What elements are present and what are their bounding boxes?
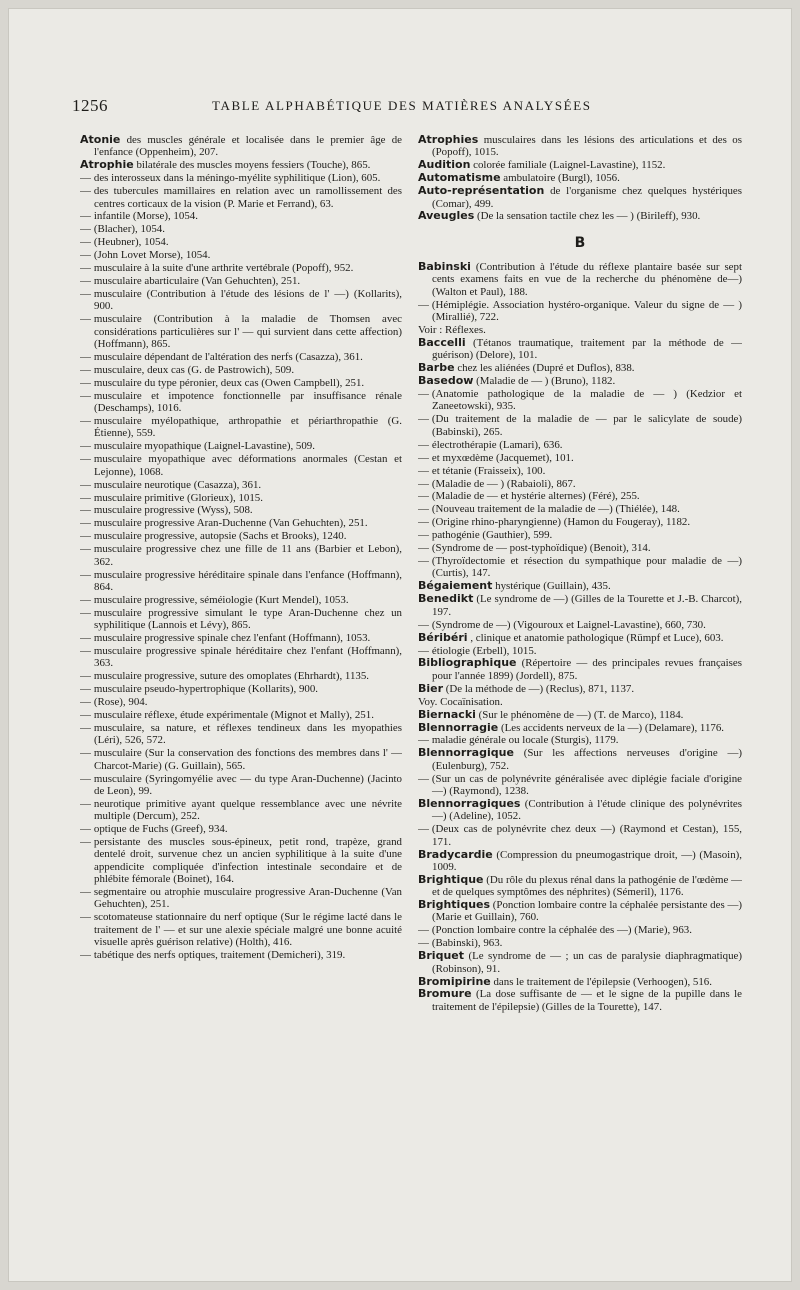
entry-text: (Répertoire — des principales revues françaises pour l'année 1899) (Jordell), 875. <box>432 657 742 682</box>
index-entry <box>80 364 402 376</box>
subentry-dash: — <box>80 722 91 734</box>
entry-headword: Babinski <box>418 260 471 274</box>
subentry-dash: — <box>80 606 91 619</box>
index-entry <box>418 439 742 451</box>
entry-text: musculaire progressive héréditaire spinale dans l'enfance (Hoffmann), 864. <box>93 568 402 593</box>
index-entry <box>80 492 402 504</box>
index-entry <box>80 210 402 222</box>
entry-text: (Sur un cas de polynévrite généralisée avec diplégie faciale d'origine —) (Raymond), 1238. <box>431 772 742 798</box>
entry-text: (Les accidents nerveux de la —) (Delamare), 1176. <box>500 721 725 734</box>
index-entry <box>418 490 742 502</box>
entry-text: scotomateuse stationnaire du nerf optique (Sur le régime lacté dans le traitement de l' — et sur une alexie spéciale malgré une bonne acuité visuelle après guérison relative) (Holth), 416. <box>93 911 402 948</box>
entry-text: musculaire progressive, séméiologie (Kurt Mendel), 1053. <box>93 593 349 606</box>
book-page <box>8 8 792 1282</box>
entry-text: persistante des muscles sous-épineux, petit rond, trapèze, grand dentelé droit, survenue chez un ancien syphilitique à la suite d'une appendicite compliquée d'infection intestinale secondaire et de phlébite fémorale (Boinet), 164. <box>93 836 402 886</box>
entry-text: (Syndrome de —) (Vigouroux et Laignel-Lavastine), 660, 730. <box>431 618 706 631</box>
index-entry <box>80 390 402 415</box>
index-entry <box>80 288 402 313</box>
subentry-dash: — <box>418 555 429 568</box>
subentry-dash: — <box>418 924 429 937</box>
index-entry <box>418 261 742 298</box>
entry-text: musculaire progressive spinale héréditaire chez l'enfant (Hoffmann), 363. <box>93 644 402 670</box>
index-entry <box>80 275 402 287</box>
subentry-dash: — <box>418 644 429 657</box>
subentry-dash: — <box>80 823 91 836</box>
index-column-left <box>80 134 402 1244</box>
entry-text: (Maladie de — et hystérie alternes) (Féré), 255. <box>431 490 640 503</box>
entry-text: (Babinski), 963. <box>431 937 503 950</box>
entry-headword: Blennorragique <box>418 746 514 760</box>
index-entry <box>80 262 402 274</box>
entry-text: (Heubner), 1054. <box>93 236 169 249</box>
cross-reference: Voir : Réflexes. <box>418 324 486 337</box>
entry-text: maladie générale ou locale (Sturgis), 1179. <box>431 734 619 747</box>
subentry-dash: — <box>418 618 429 631</box>
entry-headword: Bier <box>418 681 444 695</box>
index-entry <box>80 313 402 350</box>
subentry-dash: — <box>80 262 91 275</box>
entry-text: (Compression du pneumogastrique droit, —) (Masoin), 1009. <box>432 848 742 873</box>
index-entry <box>418 619 742 631</box>
index-entry <box>80 911 402 948</box>
index-entry <box>80 249 402 261</box>
entry-text: des interosseux dans la méningo-myélite syphilitique (Lion), 605. <box>93 172 381 185</box>
subentry-dash: — <box>80 288 91 301</box>
entry-text: et myxœdème (Jacquemet), 101. <box>431 451 574 464</box>
entry-headword: Briquet <box>418 949 465 963</box>
entry-text: musculaire pseudo-hypertrophique (Kollarits), 900. <box>93 683 318 696</box>
entry-text: musculaire, sa nature, et réflexes tendineux dans les myopathies (Léri), 526, 572. <box>93 722 402 747</box>
subentry-dash: — <box>418 937 429 950</box>
index-entry <box>418 159 742 171</box>
index-entry <box>80 683 402 695</box>
index-entry <box>80 543 402 568</box>
index-entry <box>80 747 402 772</box>
entry-text: (Le syndrome de — ; un cas de paralysie diaphragmatique) (Robinson), 91. <box>432 950 742 975</box>
index-entry <box>80 607 402 632</box>
entry-text: musculaire (Sur la conservation des fonctions des membres dans l' — Charcot-Marie) (G. Guillain), 565. <box>93 747 402 772</box>
page-number: 1256 <box>72 96 108 115</box>
entry-text: infantile (Morse), 1054. <box>93 210 198 223</box>
subentry-dash: — <box>80 453 91 466</box>
index-entry <box>80 453 402 478</box>
index-entry <box>418 874 742 899</box>
index-entry <box>80 836 402 885</box>
section-letter-heading: B <box>574 234 586 251</box>
subentry-dash: — <box>80 911 91 924</box>
entry-headword: Benedikt <box>418 592 474 606</box>
index-entry <box>418 593 742 618</box>
index-entry <box>418 632 742 644</box>
subentry-dash: — <box>80 836 91 849</box>
subentry-dash: — <box>80 709 91 722</box>
entry-text: (Nouveau traitement de la maladie de —) (Thiélée), 148. <box>431 503 680 516</box>
entry-text: musculaire progressive, autopsie (Sachs et Brooks), 1240. <box>93 530 347 543</box>
subentry-dash: — <box>418 734 429 747</box>
subentry-dash: — <box>80 363 91 376</box>
index-entry <box>418 134 742 159</box>
index-entry <box>80 632 402 644</box>
subentry-dash: — <box>80 491 91 504</box>
index-entry <box>418 734 742 746</box>
entry-headword: Bégaiement <box>418 579 493 593</box>
entry-text: pathogénie (Gauthier), 599. <box>431 529 553 542</box>
entry-text: (Thyroïdectomie et résection du sympathique pour maladie de —) (Curtis), 147. <box>431 555 742 580</box>
index-entry <box>418 185 742 210</box>
subentry-dash: — <box>80 249 91 262</box>
entry-text: de l'organisme chez quelques hystériques (Comar), 499. <box>432 185 742 210</box>
index-entry <box>418 478 742 490</box>
entry-text: musculaire du type péronier, deux cas (Owen Campbell), 251. <box>93 376 365 389</box>
entry-text: (Maladie de — ) (Rabaioli), 867. <box>431 477 576 490</box>
entry-text: segmentaire ou atrophie musculaire progressive Aran-Duchenne (Van Gehuchten), 251. <box>93 886 402 911</box>
index-entry <box>418 976 742 988</box>
entry-text: étiologie (Erbell), 1015. <box>431 644 537 657</box>
entry-text: (Syndrome de — post-typhoïdique) (Benoit), 314. <box>431 542 651 555</box>
subentry-dash: — <box>418 388 429 401</box>
entry-text: musculaire à la suite d'une arthrite vertébrale (Popoff), 952. <box>93 262 354 275</box>
entry-text: musculaire abarticulaire (Van Gehuchten), 251. <box>93 275 301 288</box>
index-entry <box>418 542 742 554</box>
index-entry <box>80 504 402 516</box>
index-entries-b <box>418 261 742 1013</box>
entry-headword: Biernacki <box>418 707 476 721</box>
subentry-dash: — <box>418 542 429 555</box>
entry-headword: Aveugles <box>418 209 475 223</box>
subentry-dash: — <box>80 478 91 491</box>
entry-text: (Le syndrome de —) (Gilles de la Tourette et J.-B. Charcot), 197. <box>432 593 742 618</box>
entry-headword: Blennorragie <box>418 720 499 734</box>
subentry-dash: — <box>80 415 91 428</box>
subentry-dash: — <box>80 223 91 236</box>
entry-text: colorée familiale (Laignel-Lavastine), 1152. <box>473 159 666 172</box>
subentry-dash: — <box>80 172 91 185</box>
entry-text: bilatérale des muscles moyens fessiers (Touche), 865. <box>136 159 371 172</box>
entry-text: chez les aliénées (Dupré et Duflos), 838. <box>457 362 635 375</box>
entry-text: musculaire réflexe, étude expérimentale (Mignot et Mally), 251. <box>93 709 374 722</box>
entry-headword: Barbe <box>418 361 455 375</box>
entry-headword: Basedow <box>418 374 474 388</box>
index-entry <box>418 172 742 184</box>
index-entries-a <box>418 134 742 223</box>
index-entry <box>80 377 402 389</box>
entry-text: (Du rôle du plexus rénal dans la pathogénie de l'œdème — et de quelques symptômes des néphrites) (Sémeril), 1176. <box>432 873 742 899</box>
index-entry <box>418 555 742 580</box>
entry-headword: Bromipirine <box>418 974 491 988</box>
entry-text: tabétique des nerfs optiques, traitement (Demicheri), 319. <box>93 948 346 961</box>
entry-text: (Tétanos traumatique, traitement par la méthode de — guérison) (Delore), 101. <box>432 336 742 362</box>
entry-text: (Deux cas de polynévrite chez deux —) (Raymond et Cestan), 155, 171. <box>431 823 742 848</box>
page-heading: TABLE ALPHABÉTIQUE DES MATIÈRES ANALYSÉES <box>212 98 592 113</box>
entry-headword: Atrophie <box>80 158 134 172</box>
subentry-dash: — <box>418 529 429 542</box>
entry-text: musculaire myopathique (Laignel-Lavastine), 509. <box>93 440 315 453</box>
subentry-dash: — <box>418 503 429 516</box>
index-entry <box>80 236 402 248</box>
index-entry <box>418 516 742 528</box>
subentry-dash: — <box>418 477 429 490</box>
entry-headword: Bradycardie <box>418 847 493 861</box>
index-entry <box>80 709 402 721</box>
index-entry <box>80 798 402 823</box>
subentry-dash: — <box>80 568 91 581</box>
index-entry <box>418 773 742 798</box>
entry-text: des tubercules mamillaires en relation avec un ramollissement des centres corticaux de la vision (P. Marie et Ferrand), 63. <box>93 185 402 210</box>
index-entry <box>80 479 402 491</box>
index-entry <box>80 530 402 542</box>
entry-text: (Anatomie pathologique de la maladie de — ) (Kedzior et Zaneetowski), 935. <box>431 388 742 413</box>
entry-text: musculaire et impotence fonctionnelle par insuffisance rénale (Deschamps), 1016. <box>93 389 402 415</box>
index-entry <box>418 452 742 464</box>
entry-text: électrothérapie (Lamari), 636. <box>431 438 563 451</box>
subentry-dash: — <box>80 683 91 696</box>
index-entry <box>418 747 742 772</box>
index-entry <box>418 899 742 924</box>
subentry-dash: — <box>418 413 429 426</box>
subentry-dash: — <box>80 948 91 961</box>
entry-headword: Brightiques <box>418 898 491 912</box>
subentry-dash: — <box>80 886 91 899</box>
index-entry <box>418 388 742 413</box>
entry-text: (Ponction lombaire contre la céphalée persistante des —) (Marie et Guillain), 760. <box>432 899 742 924</box>
entry-text: (Rose), 904. <box>93 696 148 709</box>
index-entry <box>418 465 742 477</box>
subentry-dash: — <box>80 797 91 810</box>
entry-text: musculaire progressive Aran-Duchenne (Van Gehuchten), 251. <box>93 517 368 530</box>
entry-text: (Sur les affections nerveuses d'origine —) (Eulenburg), 752. <box>432 747 742 772</box>
index-entry <box>418 924 742 936</box>
index-entry <box>80 415 402 440</box>
entry-text: des muscles générale et localisée dans le premier âge de l'enfance (Oppenheim), 207. <box>94 134 402 159</box>
index-entry <box>418 709 742 721</box>
entry-text: (De la méthode de —) (Reclus), 871, 1137. <box>445 682 635 695</box>
index-entry <box>80 185 402 210</box>
entry-headword: Atrophies <box>418 134 479 146</box>
entry-headword: Baccelli <box>418 335 466 349</box>
index-entry <box>418 823 742 848</box>
subentry-dash: — <box>80 504 91 517</box>
entry-text: (Sur le phénomène de —) (T. de Marco), 1184. <box>478 708 684 721</box>
entry-text: musculaire myopathique avec déformations anormales (Cestan et Lejonne), 1068. <box>93 453 402 478</box>
index-entry <box>418 375 742 387</box>
index-entry <box>80 696 402 708</box>
entry-text: (Hémiplégie. Association hystéro-organique. Valeur du signe de — ) (Mirallié), 722. <box>431 298 742 324</box>
subentry-dash: — <box>80 644 91 657</box>
entry-headword: Blennorragiques <box>418 796 521 810</box>
entry-text: musculaire progressive chez une fille de 11 ans (Barbier et Lebon), 362. <box>93 543 402 568</box>
subentry-dash: — <box>418 438 429 451</box>
subentry-dash: — <box>418 298 429 311</box>
subentry-dash: — <box>80 389 91 402</box>
entry-text: musculaire neurotique (Casazza), 361. <box>93 478 262 491</box>
index-entry <box>80 645 402 670</box>
entry-text: musculaire primitive (Glorieux), 1015. <box>93 491 263 504</box>
subentry-dash: — <box>80 210 91 223</box>
entry-headword: Automatisme <box>418 171 501 185</box>
entry-text: musculaire progressive simulant le type Aran-Duchenne chez un syphilitique (Lannois et Lévy), 865. <box>93 606 402 632</box>
entry-text: (Contribution à l'étude clinique des polynévrites —) (Adeline), 1052. <box>432 797 742 823</box>
index-entry <box>418 299 742 324</box>
subentry-dash: — <box>418 464 429 477</box>
index-entry <box>418 337 742 362</box>
subentry-dash: — <box>80 517 91 530</box>
entry-text: optique de Fuchs (Greef), 934. <box>93 823 228 836</box>
subentry-dash: — <box>80 530 91 543</box>
index-entry <box>418 683 742 695</box>
index-entry <box>418 529 742 541</box>
entry-text: (Du traitement de la maladie de — par le salicylate de soude) (Babinski), 265. <box>431 413 742 438</box>
subentry-dash: — <box>418 490 429 503</box>
index-entry <box>418 950 742 975</box>
index-entry <box>418 722 742 734</box>
index-entry <box>80 223 402 235</box>
index-entry <box>418 988 742 1013</box>
index-entry <box>80 823 402 835</box>
entry-text: (Contribution à l'étude du réflexe plantaire basée sur sept cents examens faits en vue de la recherche du phénomène de—) (Walton et Paul), 188. <box>432 261 742 298</box>
running-header <box>72 96 772 120</box>
index-entry <box>80 722 402 747</box>
index-entry <box>418 937 742 949</box>
subentry-dash: — <box>418 772 429 785</box>
subentry-dash: — <box>80 275 91 288</box>
index-entry <box>80 569 402 594</box>
index-entry <box>80 886 402 911</box>
index-entry <box>80 594 402 606</box>
subentry-dash: — <box>418 823 429 836</box>
index-entry <box>418 413 742 438</box>
entry-text: (De la sensation tactile chez les — ) (Birileff), 930. <box>476 210 701 223</box>
cross-reference: Voy. Cocaïnisation. <box>418 695 503 708</box>
subentry-dash: — <box>80 350 91 363</box>
index-entry <box>80 134 402 159</box>
subentry-dash: — <box>80 543 91 556</box>
entry-headword: Bibliographique <box>418 656 517 670</box>
entry-text: neurotique primitive ayant quelque ressemblance avec une névrite multiple (Dercum), 252. <box>93 797 402 823</box>
index-entry <box>80 773 402 798</box>
subentry-dash: — <box>80 236 91 249</box>
entry-text: (La dose suffisante de — et le signe de la pupille dans le traitement de l'épilepsie) (Gilles de la Tourette), 147. <box>432 988 742 1013</box>
entry-headword: Béribéri <box>418 630 468 644</box>
index-entry <box>418 503 742 515</box>
index-entry <box>80 949 402 961</box>
subentry-dash: — <box>80 670 91 683</box>
index-entry <box>80 440 402 452</box>
subentry-dash: — <box>418 516 429 529</box>
entry-headword: Bromure <box>418 987 472 1001</box>
index-entry <box>418 580 742 592</box>
subentry-dash: — <box>80 185 91 198</box>
index-column-right <box>418 134 742 1244</box>
entry-headword: Atonie <box>80 134 121 146</box>
index-entry <box>418 210 742 222</box>
entry-text: (John Lovet Morse), 1054. <box>93 249 211 262</box>
entry-text: (Ponction lombaire contre la céphalée des —) (Marie), 963. <box>431 924 692 937</box>
subentry-dash: — <box>80 376 91 389</box>
entry-text: musculaire (Syringomyélie avec — du type Aran-Duchenne) (Jacinto de Leon), 99. <box>93 772 402 797</box>
entry-text: dans le traitement de l'épilepsie (Verhoogen), 516. <box>493 975 712 988</box>
entry-text: musculaire dépendant de l'altération des nerfs (Casazza), 361. <box>93 350 363 363</box>
entry-text: (Blacher), 1054. <box>93 223 165 236</box>
entry-headword: Auto-représentation <box>418 184 545 198</box>
subentry-dash: — <box>80 593 91 606</box>
entry-text: musculaire, deux cas (G. de Pastrowich), 509. <box>93 363 295 376</box>
subentry-dash: — <box>80 313 91 326</box>
entry-text: (Origine rhino-pharyngienne) (Hamon du Fougeray), 1182. <box>431 516 691 529</box>
entry-text: musculaire (Contribution à la maladie de Thomsen avec considérations particulières sur l' — qui survient dans cette affection) (Hoffmann), 865. <box>93 313 402 351</box>
entry-text: musculaire progressive spinale chez l'enfant (Hoffmann), 1053. <box>93 632 371 645</box>
entry-text: musculaire (Contribution à l'étude des lésions de l' —) (Kollarits), 900. <box>93 288 402 313</box>
subentry-dash: — <box>80 696 91 709</box>
entry-text: musculaires dans les lésions des articulations et des os (Popoff), 1015. <box>432 134 742 159</box>
entry-text: (Maladie de — ) (Bruno), 1182. <box>476 375 616 388</box>
entry-text: musculaire myélopathique, arthropathie et périarthropathie (G. Étienne), 559. <box>93 415 402 440</box>
subentry-dash: — <box>80 440 91 453</box>
index-entry <box>418 798 742 823</box>
index-entry <box>80 172 402 184</box>
index-entry <box>418 849 742 874</box>
entry-text: , clinique et anatomie pathologique (Rümpf et Luce), 603. <box>470 631 724 644</box>
entry-text: musculaire progressive, suture des omoplates (Ehrhardt), 1135. <box>93 670 370 683</box>
index-entry <box>80 351 402 363</box>
entry-headword: Audition <box>418 158 471 172</box>
subentry-dash: — <box>80 747 91 760</box>
index-entry <box>418 362 742 374</box>
entry-text: et tétanie (Fraisseix), 100. <box>431 464 546 477</box>
index-entry <box>418 657 742 682</box>
entry-text: hystérique (Guillain), 435. <box>495 580 611 593</box>
index-entry <box>418 645 742 657</box>
index-entry <box>80 159 402 171</box>
subentry-dash: — <box>80 772 91 785</box>
subentry-dash: — <box>418 451 429 464</box>
index-entry <box>80 517 402 529</box>
subentry-dash: — <box>80 632 91 645</box>
entry-headword: Brightique <box>418 872 484 886</box>
entry-text: musculaire progressive (Wyss), 508. <box>93 504 253 517</box>
index-entry <box>80 670 402 682</box>
entry-text: ambulatoire (Burgl), 1056. <box>503 172 620 185</box>
